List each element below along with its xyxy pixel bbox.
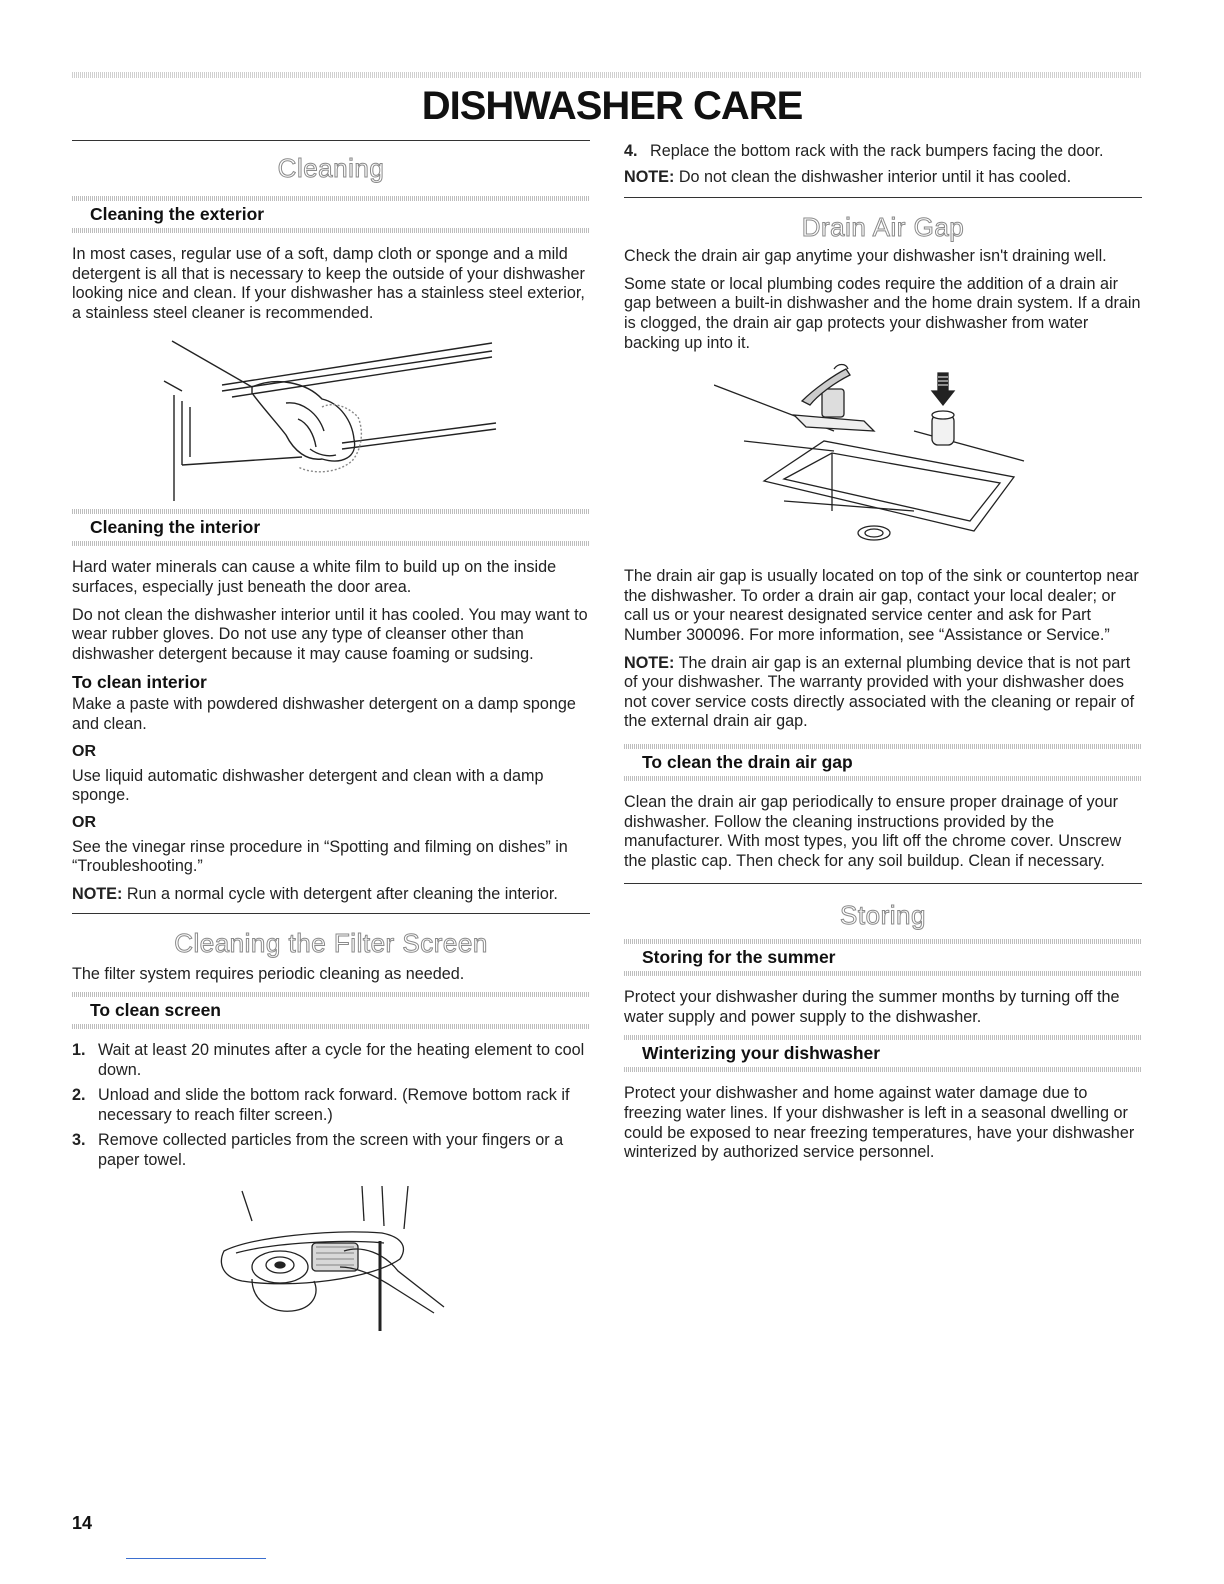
filter-screen-illustration <box>212 1181 472 1341</box>
to-clean-interior-heading: To clean interior <box>72 672 207 693</box>
filter-intro: The filter system requires periodic cleaning as needed. <box>72 964 465 983</box>
air-gap-note <box>624 654 1142 732</box>
filter-steps-continued <box>624 142 1142 162</box>
subhead-winterizing: Winterizing your dishwasher <box>642 1043 881 1064</box>
list-item <box>72 1041 590 1080</box>
list-item <box>72 1086 590 1125</box>
interior-option-2: Use liquid automatic dishwasher detergent and clean with a damp sponge. <box>72 766 544 805</box>
note-label: NOTE: <box>624 167 675 186</box>
section-rule <box>72 913 590 914</box>
step-number: 1. <box>72 1041 86 1060</box>
dither-divider <box>72 1024 590 1029</box>
wiping-exterior-illustration <box>72 331 590 505</box>
or-label: OR <box>72 813 96 831</box>
note-text: Do not clean the dishwasher interior until it has cooled. <box>674 167 1072 186</box>
interior-text-2: Do not clean the dishwasher interior until it has cooled. You may want to wear rubber gloves. Do not use any type of cleanser other than dishwasher detergent because it may cause foaming or sudsing. <box>72 605 588 663</box>
air-gap-clean-text: Clean the drain air gap periodically to ensure proper drainage of your dishwasher. Follow the cleaning instructions provided by the manufacturer. With most types, you lift off the chrome cover. Unscrew the plastic cap. Then check for any soil buildup. Clean if necessary. <box>624 792 1122 870</box>
winter-text: Protect your dishwasher and home against water damage due to freezing water lines. If your dishwasher is left in a seasonal dwelling or could be exposed to near freezing temperatures, have your dishwasher winterized by authorized service personnel. <box>624 1084 1135 1162</box>
step-text: Wait at least 20 minutes after a cycle for the heating element to cool down. <box>98 1041 585 1079</box>
interior-text-1: Hard water minerals can cause a white film to build up on the inside surfaces, especially just beneath the door area. <box>72 558 557 596</box>
air-gap-text-2: Some state or local plumbing codes require the addition of a drain air gap between a built-in dishwasher and the home drain system. If a drain is clogged, the drain air gap protects your dishwasher from water backing up into it. <box>624 274 1141 352</box>
drain-air-gap-illustration <box>714 361 1054 561</box>
subhead-to-clean-air-gap: To clean the drain air gap <box>642 751 853 772</box>
air-gap-text-3: The drain air gap is usually located on top of the sink or countertop near the dishwasher. To order a drain air gap, contact your local dealer; or call us or your nearest designated service center and ask for Part Number 300096. For more information, see “Assistance or Service.” <box>624 567 1139 644</box>
step-number: 3. <box>72 1131 86 1150</box>
dither-divider <box>72 541 590 546</box>
list-item <box>72 1131 590 1170</box>
step-text: Replace the bottom rack with the rack bumpers facing the door. <box>650 142 1104 160</box>
interior-note <box>72 885 590 905</box>
air-gap-text-1: Check the drain air gap anytime your dishwasher isn't draining well. <box>624 247 1107 266</box>
or-label: OR <box>72 742 96 760</box>
dither-divider <box>624 1067 1142 1072</box>
exterior-text: In most cases, regular use of a soft, damp cloth or sponge and a mild detergent is all that is necessary to keep the outside of your dishwasher looking nice and clean. If your dishwasher has a stainless steel exterior, a stainless steel cleaner is recommended. <box>72 245 585 322</box>
left-column <box>72 140 590 1341</box>
dither-divider <box>624 776 1142 781</box>
subhead-cleaning-interior: Cleaning the interior <box>90 517 261 538</box>
top-dither-bar <box>72 72 1142 78</box>
interior-option-1: Make a paste with powdered dishwasher detergent on a damp sponge and clean. <box>72 695 576 733</box>
subhead-cleaning-exterior: Cleaning the exterior <box>90 204 265 224</box>
right-column <box>624 142 1142 1171</box>
section-rule <box>624 197 1142 198</box>
list-item <box>624 142 1142 162</box>
filter-note <box>624 168 1142 188</box>
dither-divider <box>624 971 1142 976</box>
step-text: Unload and slide the bottom rack forward. (Remove bottom rack if necessary to reach filter screen.) <box>98 1086 570 1124</box>
section-rule <box>72 140 590 141</box>
step-number: 2. <box>72 1086 86 1105</box>
step-number: 4. <box>624 142 638 160</box>
filter-steps-list <box>72 1041 590 1171</box>
step-text: Remove collected particles from the screen with your fingers or a paper towel. <box>98 1131 564 1170</box>
note-text: Run a normal cycle with detergent after cleaning the interior. <box>122 884 558 903</box>
subhead-to-clean-screen: To clean screen <box>90 1000 221 1021</box>
footer-link-underline <box>126 1558 266 1559</box>
section-rule <box>624 883 1142 884</box>
subhead-storing-summer: Storing for the summer <box>642 947 836 968</box>
section-title-drain-air-gap: Drain Air Gap <box>801 212 965 243</box>
note-label: NOTE: <box>624 653 675 672</box>
page-number: 14 <box>72 1513 93 1533</box>
note-label: NOTE: <box>72 884 123 903</box>
section-title-storing: Storing <box>840 900 926 931</box>
interior-option-3: See the vinegar rinse procedure in “Spotting and filming on dishes” in “Troubleshooting.” <box>72 837 568 876</box>
summer-text: Protect your dishwasher during the summer months by turning off the water supply and power supply to the dishwasher. <box>624 988 1120 1026</box>
section-title-filter-screen: Cleaning the Filter Screen <box>174 927 488 958</box>
page-title: DISHWASHER CARE <box>421 84 803 128</box>
dither-divider <box>72 228 590 233</box>
section-title-cleaning: Cleaning <box>277 153 385 183</box>
note-text: The drain air gap is an external plumbing device that is not part of your dishwasher. The warranty provided with your dishwasher does not cover service costs directly associated with the cleaning or repair of the external drain air gap. <box>624 653 1135 731</box>
